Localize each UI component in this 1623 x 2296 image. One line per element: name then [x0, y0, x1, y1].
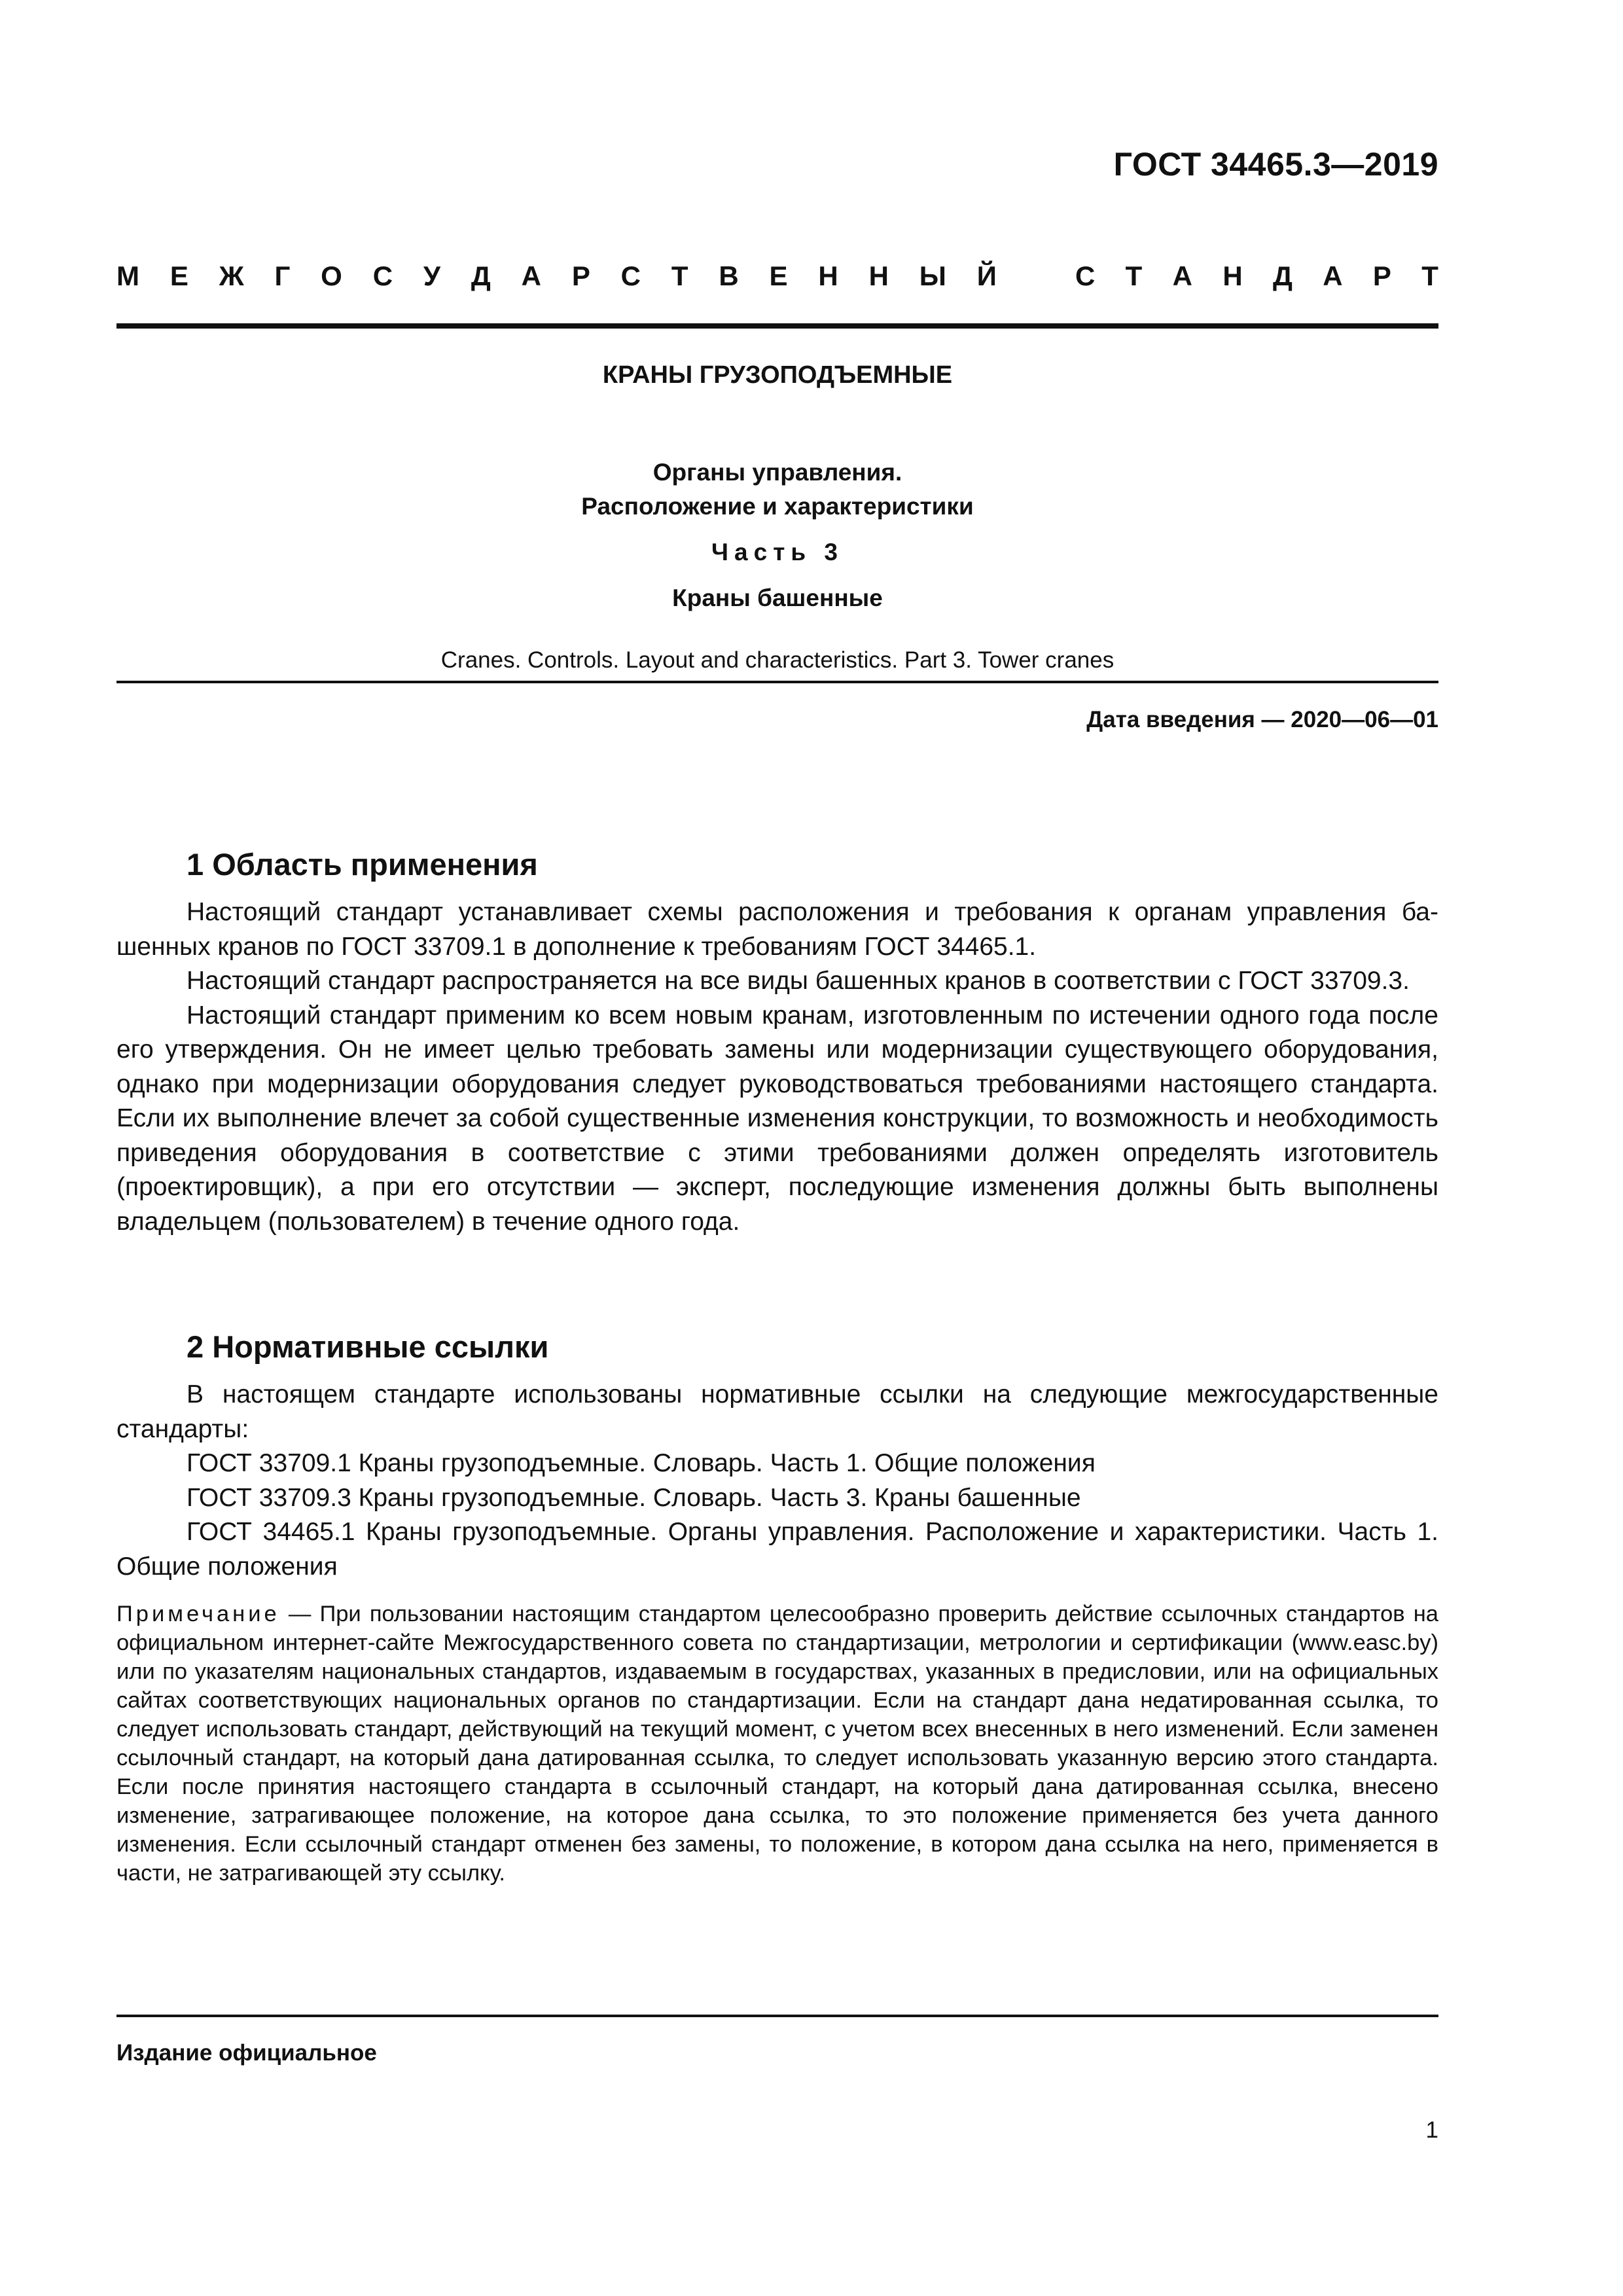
- banner-letter: Е: [769, 260, 788, 291]
- banner-letter: У: [423, 260, 441, 291]
- english-title: Cranes. Controls. Layout and characteristics. Part 3. Tower cranes: [440, 647, 1115, 673]
- page-number: 1: [1425, 2117, 1438, 2143]
- banner-letter: Ы: [919, 260, 946, 291]
- banner-word-standard: [1075, 260, 1438, 292]
- banner-letter: Н: [818, 260, 838, 291]
- banner-letter: Г: [274, 260, 291, 291]
- header-divider: [116, 323, 1438, 329]
- banner-letter: Т: [1421, 260, 1438, 291]
- banner-letter: Е: [169, 260, 188, 291]
- section-heading: 2 Нормативные ссылки: [187, 1329, 549, 1364]
- banner-letter: А: [521, 260, 541, 291]
- introduction-date: Дата введения — 2020—06—01: [1086, 707, 1438, 732]
- document-subtitle: [116, 456, 1438, 524]
- part-number: Часть 3: [711, 539, 844, 565]
- interstate-standard-banner: [116, 260, 1438, 292]
- reference-item: ГОСТ 34465.1 Краны грузоподъемные. Органы управления. Расположение и характеристики. Часть 1. Общие положения: [116, 1518, 1438, 1581]
- banner-letter: О: [321, 260, 342, 291]
- paragraph: В настоящем стандарте использованы нормативные ссылки на следующие межгосударственные стандарты:: [116, 1380, 1438, 1443]
- footer-divider: [116, 2015, 1438, 2017]
- title-block: [116, 357, 1438, 677]
- paragraph: Настоящий стандарт устанавливает схемы расположения и требования к органам управления башенных кранов по ГОСТ 33709.1 в дополнение к требованиям ГОСТ 34465.1.: [116, 898, 1438, 961]
- document-title: КРАНЫ ГРУЗОПОДЪЕМНЫЕ: [602, 361, 953, 389]
- section-scope: [116, 843, 1438, 1239]
- note-label: Примечание: [116, 1602, 280, 1626]
- banner-letter: В: [719, 260, 739, 291]
- subtitle-line-1: Органы управления.: [652, 459, 902, 486]
- banner-letter: М: [116, 260, 139, 291]
- reference-item: ГОСТ 33709.3 Краны грузоподъемные. Словарь. Часть 3. Краны башенные: [187, 1483, 1081, 1512]
- banner-letter: С: [620, 260, 641, 291]
- banner-letter: Р: [1372, 260, 1391, 291]
- banner-letter: Й: [976, 260, 997, 291]
- banner-letter: Н: [868, 260, 889, 291]
- banner-letter: А: [1172, 260, 1192, 291]
- banner-letter: Д: [471, 260, 491, 291]
- document-page: [116, 0, 1438, 2296]
- banner-letter: А: [1323, 260, 1343, 291]
- paragraph: Настоящий стандарт применим ко всем новым кранам, изготовленным по истечении одного года после его утверждения. Он не имеет целью требовать замены или модернизации существующего оборудования, однако при модернизации оборудования следует руководствоваться требованиями настоящего стандарта. Если их выполнение влечет за собой существенные изменения конструкции, то возможность и необходимость приведения оборудования в соответствие с этими требованиями должен определять изготовитель (проектировщик), а при его отсутствии — эксперт, последующие изменения должны быть выполнены владельцем (пользователем) в течение одного года.: [116, 1001, 1438, 1236]
- banner-letter: Т: [1125, 260, 1143, 291]
- subtitle-line-2: Расположение и характеристики: [581, 493, 974, 520]
- section-heading: 1 Область применения: [187, 847, 538, 882]
- note: [116, 1600, 1438, 1888]
- reference-item: ГОСТ 33709.1 Краны грузоподъемные. Словарь. Часть 1. Общие положения: [187, 1449, 1096, 1477]
- banner-letter: Д: [1273, 260, 1293, 291]
- banner-word-interstate: [116, 260, 997, 292]
- paragraph: Настоящий стандарт распространяется на все виды башенных кранов в соответствии с ГОСТ 33709.3.: [187, 967, 1410, 995]
- banner-letter: Н: [1222, 260, 1243, 291]
- banner-letter: С: [1075, 260, 1096, 291]
- official-edition-label: Издание официальное: [116, 2040, 377, 2066]
- gost-number: ГОСТ 34465.3—2019: [1113, 146, 1438, 183]
- section-normative-references: [116, 1325, 1438, 1910]
- title-divider: [116, 681, 1438, 683]
- banner-letter: С: [372, 260, 393, 291]
- note-text: — При пользовании настоящим стандартом целесообразно проверить действие ссылочных стандартов на официальном интернет-сайте Межгосударственного совета по стандартизации, метрологии и сертификации (www.easc.by) или по указателям национальных стандартов, издаваемым в государствах, указанных в предисловии, или на официальных сайтах соответствующих национальных органов по стандартизации. Если на стандарт дана недатированная ссылка, то следует использовать стандарт, действующий на текущий момент, с учетом всех внесенных в него изменений. Если заменен ссылочный стандарт, на который дана датированная ссылка, то следует использовать указанную версию этого стандарта. Если после принятия настоящего стандарта в ссылочный стандарт, на который дана датированная ссылка, внесено изменение, затрагивающее положение, на которое дана ссылка, то это положение применяется без учета данного изменения. Если ссылочный стандарт отменен без замены, то положение, в котором дана ссылка на него, применяется в части, не затрагивающей эту ссылку.: [116, 1602, 1438, 1886]
- banner-letter: Ж: [219, 260, 244, 291]
- part-name: Краны башенные: [672, 584, 883, 611]
- banner-letter: Р: [571, 260, 590, 291]
- banner-letter: Т: [671, 260, 688, 291]
